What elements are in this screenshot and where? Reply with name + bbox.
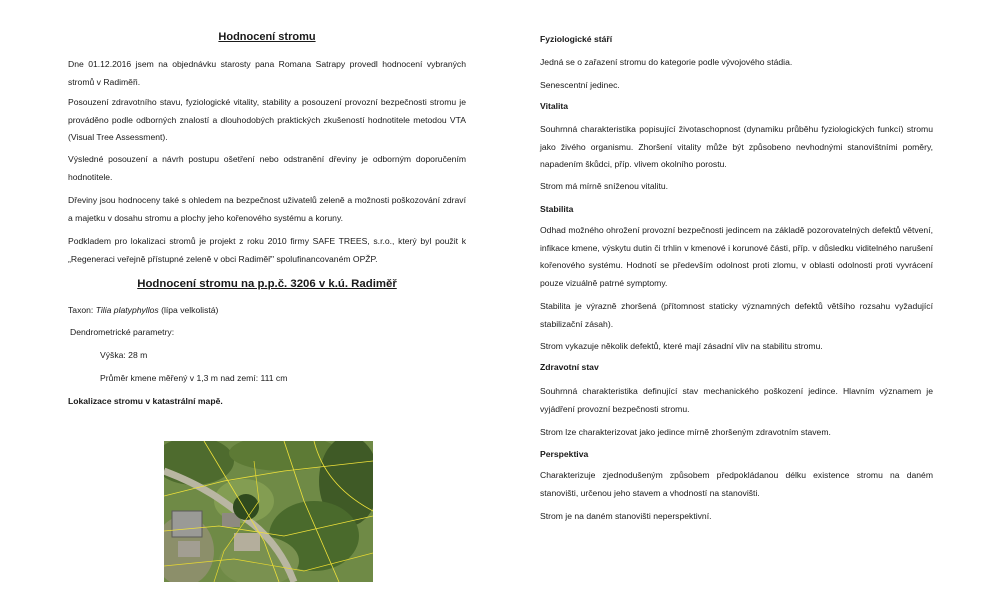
map-caption: Lokalizace stromu v katastrální mapě. xyxy=(68,396,223,406)
heading-stability: Stabilita xyxy=(540,204,574,214)
age-paragraph-1: Jedná se o zařazení stromu do kategorie podle vývojového stádia. xyxy=(540,57,793,67)
document-title: Hodnocení stromu xyxy=(218,31,316,43)
taxon-line xyxy=(68,302,466,320)
taxon-common-name: (lípa velkolistá) xyxy=(161,305,219,315)
age-paragraph-2: Senescentní jedinec. xyxy=(540,80,620,90)
perspective-paragraph-1: Charakterizuje zjednodušeným způsobem předpokládanou délku existence stromu na daném stanovišti, určenou jeho stavem a vhodností na stanovišti. xyxy=(540,470,933,498)
heading-physiological-age: Fyziologické stáří xyxy=(540,34,613,44)
health-paragraph-1: Souhrnná charakteristika definující stav mechanického poškození jedince. Hlavním významem je vyjádření provozní bezpečnosti stromu. xyxy=(540,386,933,414)
intro-paragraph-5: Podkladem pro lokalizaci stromů je projekt z roku 2010 firmy SAFE TREES, s.r.o., který byl použit k „Regeneraci veřejně přístupné zeleně v obci Radiměř" spolufinancovaném OPŽP. xyxy=(68,236,466,264)
stability-paragraph-2: Stabilita je výrazně zhoršená (přítomnost staticky významných defektů většího rozsahu vyžadující stabilizační zásah). xyxy=(540,301,933,329)
stability-paragraph-3: Strom vykazuje několik defektů, které mají zásadní vliv na stabilitu stromu. xyxy=(540,341,823,351)
cadastral-map-image xyxy=(164,441,373,582)
stability-paragraph-1: Odhad možného ohrožení provozní bezpečnosti jedincem na základě pozorovatelných defektů větvení, infikace kmene, výskytu dutin či trhlin v kmenové i korunové části, příp. v důsledku viditelného narušení kořenového systému. Hodnotí se především odolnost proti zlomu, v oblasti odolnosti proti vyvrácení pouze vizuálně patrné symptomy. xyxy=(540,225,933,288)
tree-height: Výška: 28 m xyxy=(100,350,148,360)
heading-health-state: Zdravotní stav xyxy=(540,362,599,372)
health-paragraph-2: Strom lze charakterizovat jako jedince mírně zhoršeným zdravotním stavem. xyxy=(540,427,831,437)
intro-paragraph-4: Dřeviny jsou hodnoceny také s ohledem na bezpečnost uživatelů zeleně a možnosti poškozování zdraví a majetku v dosahu stromu a plochy jeho kořenového systému a koruny. xyxy=(68,195,466,223)
perspective-paragraph-2: Strom je na daném stanovišti neperspektivní. xyxy=(540,511,712,521)
heading-vitality: Vitalita xyxy=(540,101,569,111)
taxon-label: Taxon: xyxy=(68,305,94,315)
vitality-paragraph-2: Strom má mírně sníženou vitalitu. xyxy=(540,181,668,191)
intro-paragraph-1: Dne 01.12.2016 jsem na objednávku starosty pana Romana Satrapy provedl hodnocení vybraných stromů v Radiměři. xyxy=(68,59,466,87)
taxon-latin-name: Tilia platyphyllos xyxy=(95,305,159,315)
tree-assessment-title: Hodnocení stromu na p.p.č. 3206 v k.ú. Radiměř xyxy=(137,278,397,290)
intro-paragraph-2: Posouzení zdravotního stavu, fyziologické vitality, stability a posouzení provozní bezpečnosti stromu je prováděno podle odborných znalostí a dlouhodobých praktických zkušeností hodnotitele metodou VTA (Visual Tree Assessment). xyxy=(68,97,466,142)
intro-paragraph-3: Výsledné posouzení a návrh postupu ošetření nebo odstranění dřeviny je odborným doporučením hodnotitele. xyxy=(68,154,466,182)
dendrometric-label: Dendrometrické parametry: xyxy=(70,327,175,337)
vitality-paragraph-1: Souhrnná charakteristika popisující životaschopnost (dynamiku průběhu fyziologických funkcí) stromu jako živého organismu. Zhoršení vitality může být způsobeno nevhodnými stanovištními poměry, napadením škůdci, příp. vlivem okolního porostu. xyxy=(540,124,933,169)
trunk-diameter: Průměr kmene měřený v 1,3 m nad zemí: 111 cm xyxy=(100,373,288,383)
heading-perspective: Perspektiva xyxy=(540,449,589,459)
